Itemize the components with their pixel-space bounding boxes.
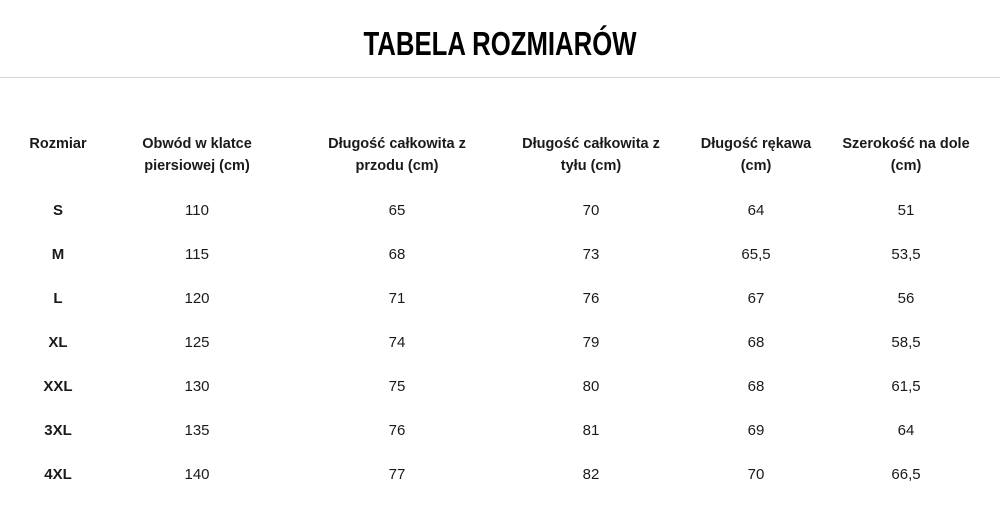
size-cell: XL xyxy=(48,334,68,351)
title-divider xyxy=(0,77,1000,78)
chest-cell: 110 xyxy=(185,202,209,219)
size-cell: M xyxy=(51,246,65,263)
front-length-cell: 74 xyxy=(388,334,406,351)
front-length-cell: 71 xyxy=(388,290,406,307)
header-cell-front-length xyxy=(312,133,482,177)
front-length-cell: 65 xyxy=(388,202,406,219)
back-length-cell: 70 xyxy=(582,202,600,219)
bottom-width-cell: 64 xyxy=(897,422,915,439)
header-line: Obwód w klatce xyxy=(142,136,252,152)
back-length-cell: 82 xyxy=(582,466,600,483)
sleeve-length-cell: 70 xyxy=(747,466,765,483)
header-line: piersiowej (cm) xyxy=(144,158,250,174)
header-line: Długość całkowita z xyxy=(328,136,466,152)
bottom-width-cell: 53,5 xyxy=(891,246,921,263)
back-length-cell: 73 xyxy=(582,246,600,263)
table-row xyxy=(0,200,1000,244)
sleeve-length-cell: 69 xyxy=(747,422,765,439)
back-length-cell: 76 xyxy=(582,290,600,307)
front-length-cell: 77 xyxy=(388,466,406,483)
chest-cell: 125 xyxy=(184,334,210,351)
chest-cell: 120 xyxy=(184,290,210,307)
table-row xyxy=(0,464,1000,508)
table-row xyxy=(0,332,1000,376)
bottom-width-cell: 58,5 xyxy=(891,334,921,351)
bottom-width-cell: 51 xyxy=(897,202,915,219)
sleeve-length-cell: 65,5 xyxy=(741,246,771,263)
chest-cell: 115 xyxy=(185,246,209,263)
header-line: Rozmiar xyxy=(29,136,87,152)
chest-cell: 140 xyxy=(184,466,210,483)
bottom-width-cell: 66,5 xyxy=(891,466,921,483)
size-cell: S xyxy=(52,202,63,219)
table-row xyxy=(0,376,1000,420)
header-cell-back-length xyxy=(506,133,676,177)
bottom-width-cell: 56 xyxy=(897,290,915,307)
header-cell-bottom-width xyxy=(836,133,976,177)
header-line: Długość całkowita z xyxy=(522,136,660,152)
sleeve-length-cell: 64 xyxy=(747,202,765,219)
header-line: przodu (cm) xyxy=(355,158,439,174)
header-cell-sleeve-length xyxy=(686,133,826,177)
bottom-width-cell: 61,5 xyxy=(891,378,921,395)
page-title: TABELA ROZMIARÓW xyxy=(363,25,637,62)
sleeve-length-cell: 68 xyxy=(747,378,765,395)
size-cell: 3XL xyxy=(44,422,72,439)
back-length-cell: 80 xyxy=(582,378,600,395)
header-cell-chest xyxy=(127,133,267,177)
front-length-cell: 75 xyxy=(388,378,406,395)
header-line: (cm) xyxy=(890,158,922,174)
table-row xyxy=(0,420,1000,464)
table-row xyxy=(0,288,1000,332)
sleeve-length-cell: 68 xyxy=(747,334,765,351)
chest-cell: 135 xyxy=(184,422,210,439)
table-header-row xyxy=(0,133,1000,177)
front-length-cell: 68 xyxy=(388,246,406,263)
chest-cell: 130 xyxy=(184,378,210,395)
size-cell: XXL xyxy=(43,378,73,395)
header-line: Długość rękawa xyxy=(700,136,812,152)
sleeve-length-cell: 67 xyxy=(747,290,765,307)
back-length-cell: 81 xyxy=(582,422,600,439)
table-row xyxy=(0,244,1000,288)
back-length-cell: 79 xyxy=(582,334,600,351)
front-length-cell: 76 xyxy=(388,422,406,439)
header-line: Szerokość na dole xyxy=(842,136,970,152)
header-line: (cm) xyxy=(740,158,772,174)
size-cell: 4XL xyxy=(44,466,72,483)
header-line: tyłu (cm) xyxy=(560,158,622,174)
size-cell: L xyxy=(53,290,63,307)
header-cell-size xyxy=(8,133,108,155)
